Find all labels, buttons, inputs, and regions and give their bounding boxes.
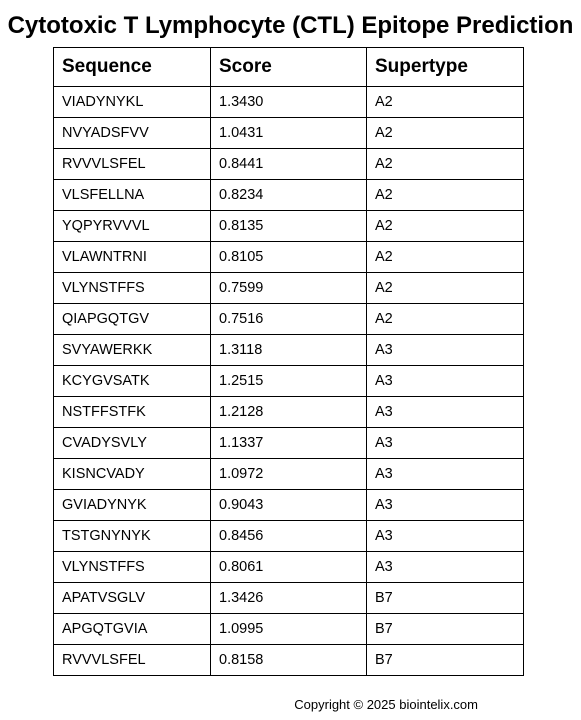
score-cell: 1.0995 bbox=[211, 614, 367, 645]
sequence-cell: SVYAWERKK bbox=[54, 335, 211, 366]
supertype-cell: A2 bbox=[367, 180, 524, 211]
table-row bbox=[54, 552, 524, 583]
score-cell: 1.2128 bbox=[211, 397, 367, 428]
score-cell: 1.3426 bbox=[211, 583, 367, 614]
table-row bbox=[54, 614, 524, 645]
supertype-cell: A2 bbox=[367, 149, 524, 180]
supertype-cell: A2 bbox=[367, 118, 524, 149]
supertype-cell: A3 bbox=[367, 490, 524, 521]
supertype-cell: A3 bbox=[367, 521, 524, 552]
table-row bbox=[54, 583, 524, 614]
score-cell: 0.8105 bbox=[211, 242, 367, 273]
score-cell: 0.8135 bbox=[211, 211, 367, 242]
supertype-cell: A3 bbox=[367, 335, 524, 366]
sequence-cell: VIADYNYKL bbox=[54, 87, 211, 118]
table-row bbox=[54, 521, 524, 552]
table-row bbox=[54, 118, 524, 149]
score-cell: 0.8456 bbox=[211, 521, 367, 552]
table-body bbox=[54, 87, 524, 676]
sequence-cell: VLSFELLNA bbox=[54, 180, 211, 211]
supertype-cell: A3 bbox=[367, 397, 524, 428]
supertype-cell: A3 bbox=[367, 366, 524, 397]
table-row bbox=[54, 366, 524, 397]
supertype-cell: A3 bbox=[367, 552, 524, 583]
score-cell: 0.8441 bbox=[211, 149, 367, 180]
sequence-cell: GVIADYNYK bbox=[54, 490, 211, 521]
sequence-cell: APATVSGLV bbox=[54, 583, 211, 614]
score-cell: 0.8158 bbox=[211, 645, 367, 676]
sequence-cell: NSTFFSTFK bbox=[54, 397, 211, 428]
epitope-table bbox=[53, 47, 524, 676]
sequence-cell: YQPYRVVVL bbox=[54, 211, 211, 242]
table-row bbox=[54, 490, 524, 521]
sequence-cell: CVADYSVLY bbox=[54, 428, 211, 459]
sequence-cell: VLAWNTRNI bbox=[54, 242, 211, 273]
supertype-cell: A2 bbox=[367, 273, 524, 304]
supertype-cell: A2 bbox=[367, 87, 524, 118]
score-cell: 0.7599 bbox=[211, 273, 367, 304]
table-row bbox=[54, 335, 524, 366]
score-cell: 0.8061 bbox=[211, 552, 367, 583]
score-cell: 0.8234 bbox=[211, 180, 367, 211]
score-cell: 1.1337 bbox=[211, 428, 367, 459]
score-cell: 1.3430 bbox=[211, 87, 367, 118]
table-row bbox=[54, 273, 524, 304]
table-row bbox=[54, 180, 524, 211]
score-cell: 1.3118 bbox=[211, 335, 367, 366]
page-title: Cytotoxic T Lymphocyte (CTL) Epitope Prediction bbox=[7, 12, 574, 39]
score-cell: 1.2515 bbox=[211, 366, 367, 397]
sequence-cell: VLYNSTFFS bbox=[54, 552, 211, 583]
sequence-cell: KISNCVADY bbox=[54, 459, 211, 490]
column-header-supertype: Supertype bbox=[367, 48, 524, 87]
supertype-cell: A2 bbox=[367, 211, 524, 242]
copyright-notice: Copyright © 2025 biointelix.com bbox=[294, 697, 478, 712]
supertype-cell: A2 bbox=[367, 304, 524, 335]
score-cell: 0.9043 bbox=[211, 490, 367, 521]
table-row bbox=[54, 304, 524, 335]
table-row bbox=[54, 397, 524, 428]
supertype-cell: A3 bbox=[367, 459, 524, 490]
sequence-cell: KCYGVSATK bbox=[54, 366, 211, 397]
table-row bbox=[54, 459, 524, 490]
table-row bbox=[54, 242, 524, 273]
sequence-cell: NVYADSFVV bbox=[54, 118, 211, 149]
supertype-cell: B7 bbox=[367, 614, 524, 645]
table-row bbox=[54, 428, 524, 459]
sequence-cell: RVVVLSFEL bbox=[54, 149, 211, 180]
sequence-cell: VLYNSTFFS bbox=[54, 273, 211, 304]
sequence-cell: RVVVLSFEL bbox=[54, 645, 211, 676]
table-row bbox=[54, 645, 524, 676]
supertype-cell: B7 bbox=[367, 583, 524, 614]
table-row bbox=[54, 149, 524, 180]
supertype-cell: A3 bbox=[367, 428, 524, 459]
sequence-cell: APGQTGVIA bbox=[54, 614, 211, 645]
score-cell: 1.0431 bbox=[211, 118, 367, 149]
supertype-cell: A2 bbox=[367, 242, 524, 273]
score-cell: 1.0972 bbox=[211, 459, 367, 490]
column-header-score: Score bbox=[211, 48, 367, 87]
supertype-cell: B7 bbox=[367, 645, 524, 676]
sequence-cell: TSTGNYNYK bbox=[54, 521, 211, 552]
column-header-sequence: Sequence bbox=[54, 48, 211, 87]
table-row bbox=[54, 211, 524, 242]
sequence-cell: QIAPGQTGV bbox=[54, 304, 211, 335]
score-cell: 0.7516 bbox=[211, 304, 367, 335]
table-header-row bbox=[54, 48, 524, 87]
table-row bbox=[54, 87, 524, 118]
